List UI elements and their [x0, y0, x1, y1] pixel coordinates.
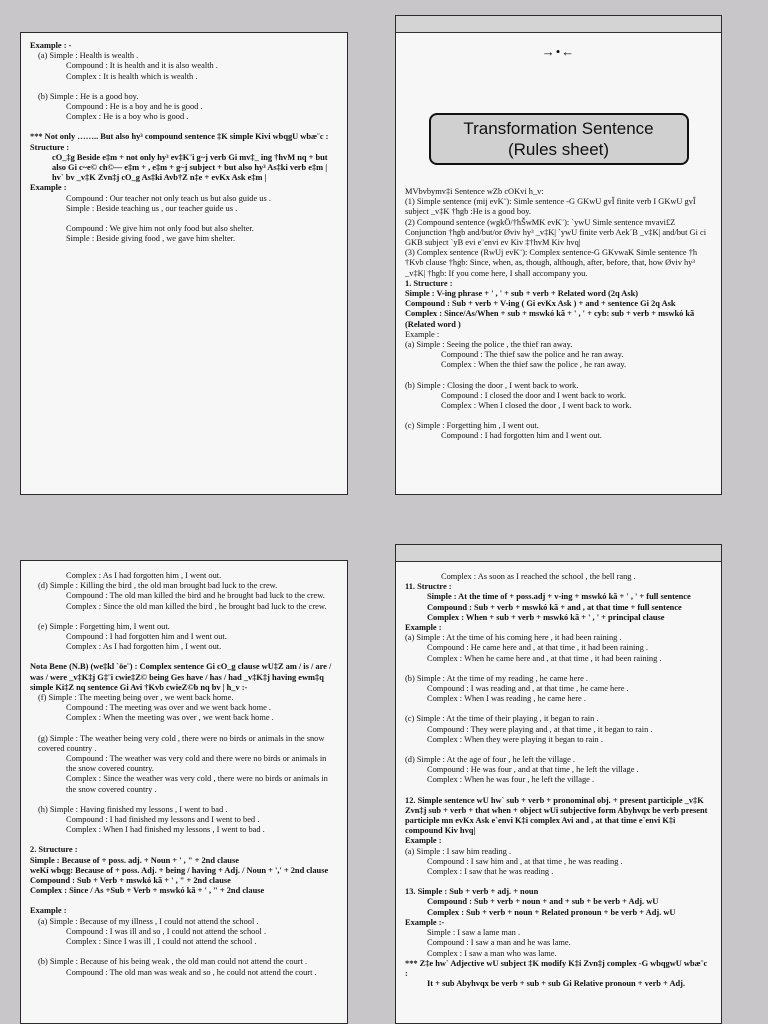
text-line: (1) Simple sentence (mij evK¨): Simle sentence -G GKwU gvÎ finite verb I GKwU gvÎ subject _v‡K †hgb :He is a good boy. [405, 197, 696, 217]
text-line: Compound : The weather was very cold and there were no birds or animals in the snow covered country. [66, 754, 327, 774]
text-line: (f) Simple : The meeting being over , we went back home. [38, 693, 234, 703]
spacer [30, 612, 338, 622]
text-line: (e) Simple : Forgetting him, I went out. [38, 621, 170, 631]
text-line: Complex : Sub + verb + noun + Related pronoun + be verb + Adj. wU [427, 907, 676, 917]
text-line: Compound : The thief saw the police and he ran away. [441, 350, 624, 360]
text-line: Compound : It is health and it is also wealth . [66, 61, 218, 71]
page-4-content [396, 562, 721, 995]
text-line: (a) Simple : Seeing the police , the thief ran away. [405, 340, 573, 350]
text-line: Compound : We give him not only food but also shelter. [66, 224, 254, 234]
text-line: Complex : When the meeting was over , we went back home . [66, 713, 274, 723]
text-line: (b) Simple : Because of his being weak , the old man could not attend the court . [38, 957, 308, 967]
text-line: Complex : I saw a man who was lame. [427, 948, 557, 958]
text-line: Compound : I was ill and so , I could not attend the school . [66, 926, 267, 936]
text-line: 2. Structure : [30, 845, 78, 855]
page-1-content [21, 33, 347, 250]
text-line: (d) Simple : Killing the bird , the old man brought bad luck to the crew. [38, 581, 278, 591]
text-line: (c) Simple : At the time of their playing , it began to rain . [405, 714, 599, 724]
text-line: Compound : Our teacher not only teach us but also guide us . [66, 193, 271, 203]
text-line: (2) Compound sentence (wgkÖ/†hŠwMK evK¨): `ywU Simle sentence mvavi£Z Conjunction †hgb and/but/or Øviv hy³ _v‡K| `ywU finite verb Aek´B _v‡K| and/but Gi ci GKB subject `yB evi e¨envi ev Kiv ‡†hvM Kiv hvq| [405, 217, 707, 248]
text-line: Compound : The meeting was over and we went back home . [66, 703, 271, 713]
text-line: (3) Complex sentence (RwUj evK¨): Complex sentence-G GKvwaK Simle sentence †h †Kvb clause †hgb: Since, when, as, though, although, after, before, that, how Øviv hy³ _v‡K| †hgb: If you come here, I shall accompany you. [405, 248, 698, 278]
text-line: Compound : They were playing and , at that time , it began to rain . [427, 724, 653, 734]
text-line: Complex : When he was four , he left the village . [427, 775, 595, 785]
page-4 [395, 544, 722, 1024]
page-2 [395, 15, 722, 495]
page-3-content [21, 561, 347, 984]
spacer [405, 877, 712, 887]
text-line: Compound : He came here and , at that time , it had been raining . [427, 643, 648, 653]
text-line: (a) Simple : Health is wealth . [38, 51, 139, 61]
text-line: Example : [30, 183, 67, 193]
text-line: Compound : I was reading and , at that time , he came here . [427, 684, 629, 694]
text-line: Complex : As I had forgotten him , I went out. [66, 571, 222, 580]
text-line: Compound : I had forgotten him and I went out. [66, 632, 227, 642]
text-line: It + sub Abyhvqx be verb + sub + sub Gi Relative pronoun + verb + Adj. [427, 979, 686, 989]
text-line: Complex : He is a boy who is good . [66, 112, 189, 122]
spacer [30, 82, 338, 92]
text-line: Complex : When I closed the door , I went back to work. [441, 401, 632, 411]
page-3 [20, 560, 348, 1024]
text-line: 11. Structre : [405, 582, 452, 592]
text-line: Complex : Since / As +Sub + Verb + mswkó kã + ' , " + 2nd clause [30, 886, 265, 896]
spacer [405, 745, 712, 755]
text-line: Complex : It is health which is wealth . [66, 71, 198, 81]
text-line: Complex : When I was reading , he came here . [427, 694, 586, 704]
text-line: Example : [30, 906, 67, 916]
text-line: Compound : He is a boy and he is good . [66, 102, 203, 112]
spacer [30, 947, 338, 957]
text-line: *** Not only …….. But also hy³ compound sentence ‡K simple Kivi wbqgU wbæ¨c : [30, 132, 329, 142]
text-line: Example : - [30, 41, 72, 50]
spacer [405, 704, 712, 714]
text-line: (h) Simple : Having finished my lessons , I went to bad . [38, 804, 228, 814]
text-line: 1. Structure : [405, 278, 453, 288]
text-line: Compound : Sub + verb + V-ing ( Gi evKx Ask ) + and + sentence Gi 2q Ask [405, 299, 676, 309]
text-line: Compound : I had forgotten him and I went out. [441, 431, 602, 441]
text-line: (b) Simple : He is a good boy. [38, 91, 139, 101]
spacer [405, 786, 712, 796]
text-line: cO_‡g Beside e‡m + not only hy³ ev‡K¨i g~j verb Gi mv‡_ ing †hvM nq + but also Gi c~e© ch©— e‡m + , e‡m + g~j subject + but also hy³ As‡ki verb e‡m | hv` bv _v‡K Zvn‡j cO_g As‡ki Avb†Z n‡e + evKx Ask e‡m | [52, 152, 328, 183]
text-line: Example : [405, 329, 440, 339]
text-line: MVbvbymv‡i Sentence wZb cOKvi h_v: [405, 187, 544, 196]
text-line: Complex : As soon as I reached the school , the bell rang . [441, 572, 636, 581]
text-line: Compound : The old man was weak and so , he could not attend the court . [66, 967, 317, 977]
text-line: (b) Simple : At the time of my reading , he came here . [405, 673, 589, 683]
text-line: Compound : I closed the door and I went back to work. [441, 390, 627, 400]
spacer [30, 795, 338, 805]
text-line: Simple : Because of + poss. adj. + Noun + ' , " + 2nd clause [30, 855, 239, 865]
text-line: Simple : I saw a lame man . [427, 928, 521, 938]
text-line: Simple : At the time of + poss.adj + v-ing + mswkó kã + ' , ' + full sentence [427, 592, 691, 602]
text-line: Compound : I had finished my lessons and I went to bed . [66, 815, 260, 825]
text-line: (c) Simple : Forgetting him , I went out. [405, 421, 539, 431]
text-line: Complex : Since/As/When + sub + mswkó kã + ' , ' + cyb: sub + verb + mswkó kã (Related word ) [405, 309, 695, 329]
text-line: Compound : The old man killed the bird and he brought bad luck to the crew. [66, 591, 325, 601]
text-line: Simple : V-ing phrase + ' , ' + sub + verb + Related word (2q Ask) [405, 289, 639, 299]
text-line: Complex : When the thief saw the police , he ran away. [441, 360, 627, 370]
spacer [30, 122, 338, 132]
text-line: Compound : I saw a man and he was lame. [427, 938, 571, 948]
text-line: weKí wbqg: Because of + poss. Adj. + being / having + Adj. / Noun + ',' + 2nd clause [30, 865, 329, 875]
text-line: Simple : Beside giving food , we gave him shelter. [66, 234, 236, 244]
text-line: Compound : Sub + verb + mswkó kã + and , at that time + full sentence [427, 602, 682, 612]
text-line: (b) Simple : Closing the door , I went back to work. [405, 380, 579, 390]
title-line-1: Transformation Sentence [463, 119, 654, 138]
text-line: *** Z‡e hw` Adjective wU subject ‡K modify K‡i Zvn‡j complex -G wbqgwU wbæ¨c : [405, 958, 708, 978]
text-line: (a) Simple : At the time of his coming here , it had been raining . [405, 633, 622, 643]
text-line: Example : [405, 623, 442, 633]
text-line: Compound : Sub + verb + noun + and + sub + be verb + Adj. wU [427, 897, 659, 907]
text-line: (a) Simple : I saw him reading . [405, 846, 512, 856]
text-line: 13. Simple : Sub + verb + adj. + noun [405, 887, 539, 897]
text-line: 12. Simple sentence wU hw` sub + verb + pronominal obj. + present participle _v‡K Zvn‡j sub + verb + that when + object wUi subjective form Abyhvqx be verb present participle mn evKx Ask e`envi K‡i complex Avi and , at that time e`envi K‡i compound Kiv hvq| [405, 795, 708, 836]
text-line: Nota Bene (N.B) (we‡kl `öe¨) : Complex sentence Gi cO_g clause wU‡Z am / is / are / was / were _v‡K‡j G‡¨i cwie‡Z© being Ges have / has / had _v‡K‡j having ewm‡q simple Ki‡Z nq sentence Gi Avi †Kvb cwieZ©b nq bv | h_v :- [30, 662, 332, 692]
text-line: Complex : Since the weather was very cold , there were no birds or animals in the snow covered country . [66, 774, 328, 794]
page-2-content [396, 187, 721, 448]
text-line: Complex : When he came here and , at that time , it had been raining . [427, 653, 662, 663]
text-line: Complex : Since I was ill , I could not attend the school . [66, 937, 257, 947]
text-line: Complex : I saw that he was reading . [427, 867, 554, 877]
text-line: (a) Simple : Because of my illness , I could not attend the school . [38, 916, 259, 926]
spacer [405, 371, 712, 381]
title-box [429, 113, 689, 165]
spacer [30, 896, 338, 906]
text-line: Compound : He was four , and at that time , he left the village . [427, 765, 639, 775]
spacer [30, 214, 338, 224]
text-line: Complex : When + sub + verb + mswkó kã + ' , ' + principal clause [427, 612, 665, 622]
text-line: Complex : Since the old man killed the bird , he brought bad luck to the crew. [66, 601, 327, 611]
page-1 [20, 32, 348, 495]
text-line: Compound : Sub + Verb + mswkó kã + ' , " + 2nd clause [30, 876, 231, 886]
text-line: Structure : [30, 142, 70, 152]
title-line-2: (Rules sheet) [507, 140, 610, 159]
text-line: Complex : When they were playing it began to rain . [427, 734, 603, 744]
arrow-ornament-icon: →•← [541, 44, 576, 59]
text-line: (g) Simple : The weather being very cold , there were no birds or animals in the snow covered country . [38, 733, 325, 753]
text-line: Example :- [405, 917, 445, 927]
text-line: Example : [405, 836, 442, 846]
spacer [30, 835, 338, 845]
spacer [405, 411, 712, 421]
text-line: Complex : When I had finished my lessons , I went to bad . [66, 825, 265, 835]
text-line: Simple : Beside teaching us , our teacher guide us . [66, 203, 238, 213]
page-2-header-bar [396, 16, 721, 33]
spacer [405, 664, 712, 674]
spacer [30, 652, 338, 662]
text-line: Compound : I saw him and , at that time , he was reading . [427, 856, 623, 866]
page-4-header-bar [396, 545, 721, 562]
spacer [30, 724, 338, 734]
text-line: Complex : As I had forgotten him , I went out. [66, 642, 222, 652]
text-line: (d) Simple : At the age of four , he left the village . [405, 755, 576, 765]
